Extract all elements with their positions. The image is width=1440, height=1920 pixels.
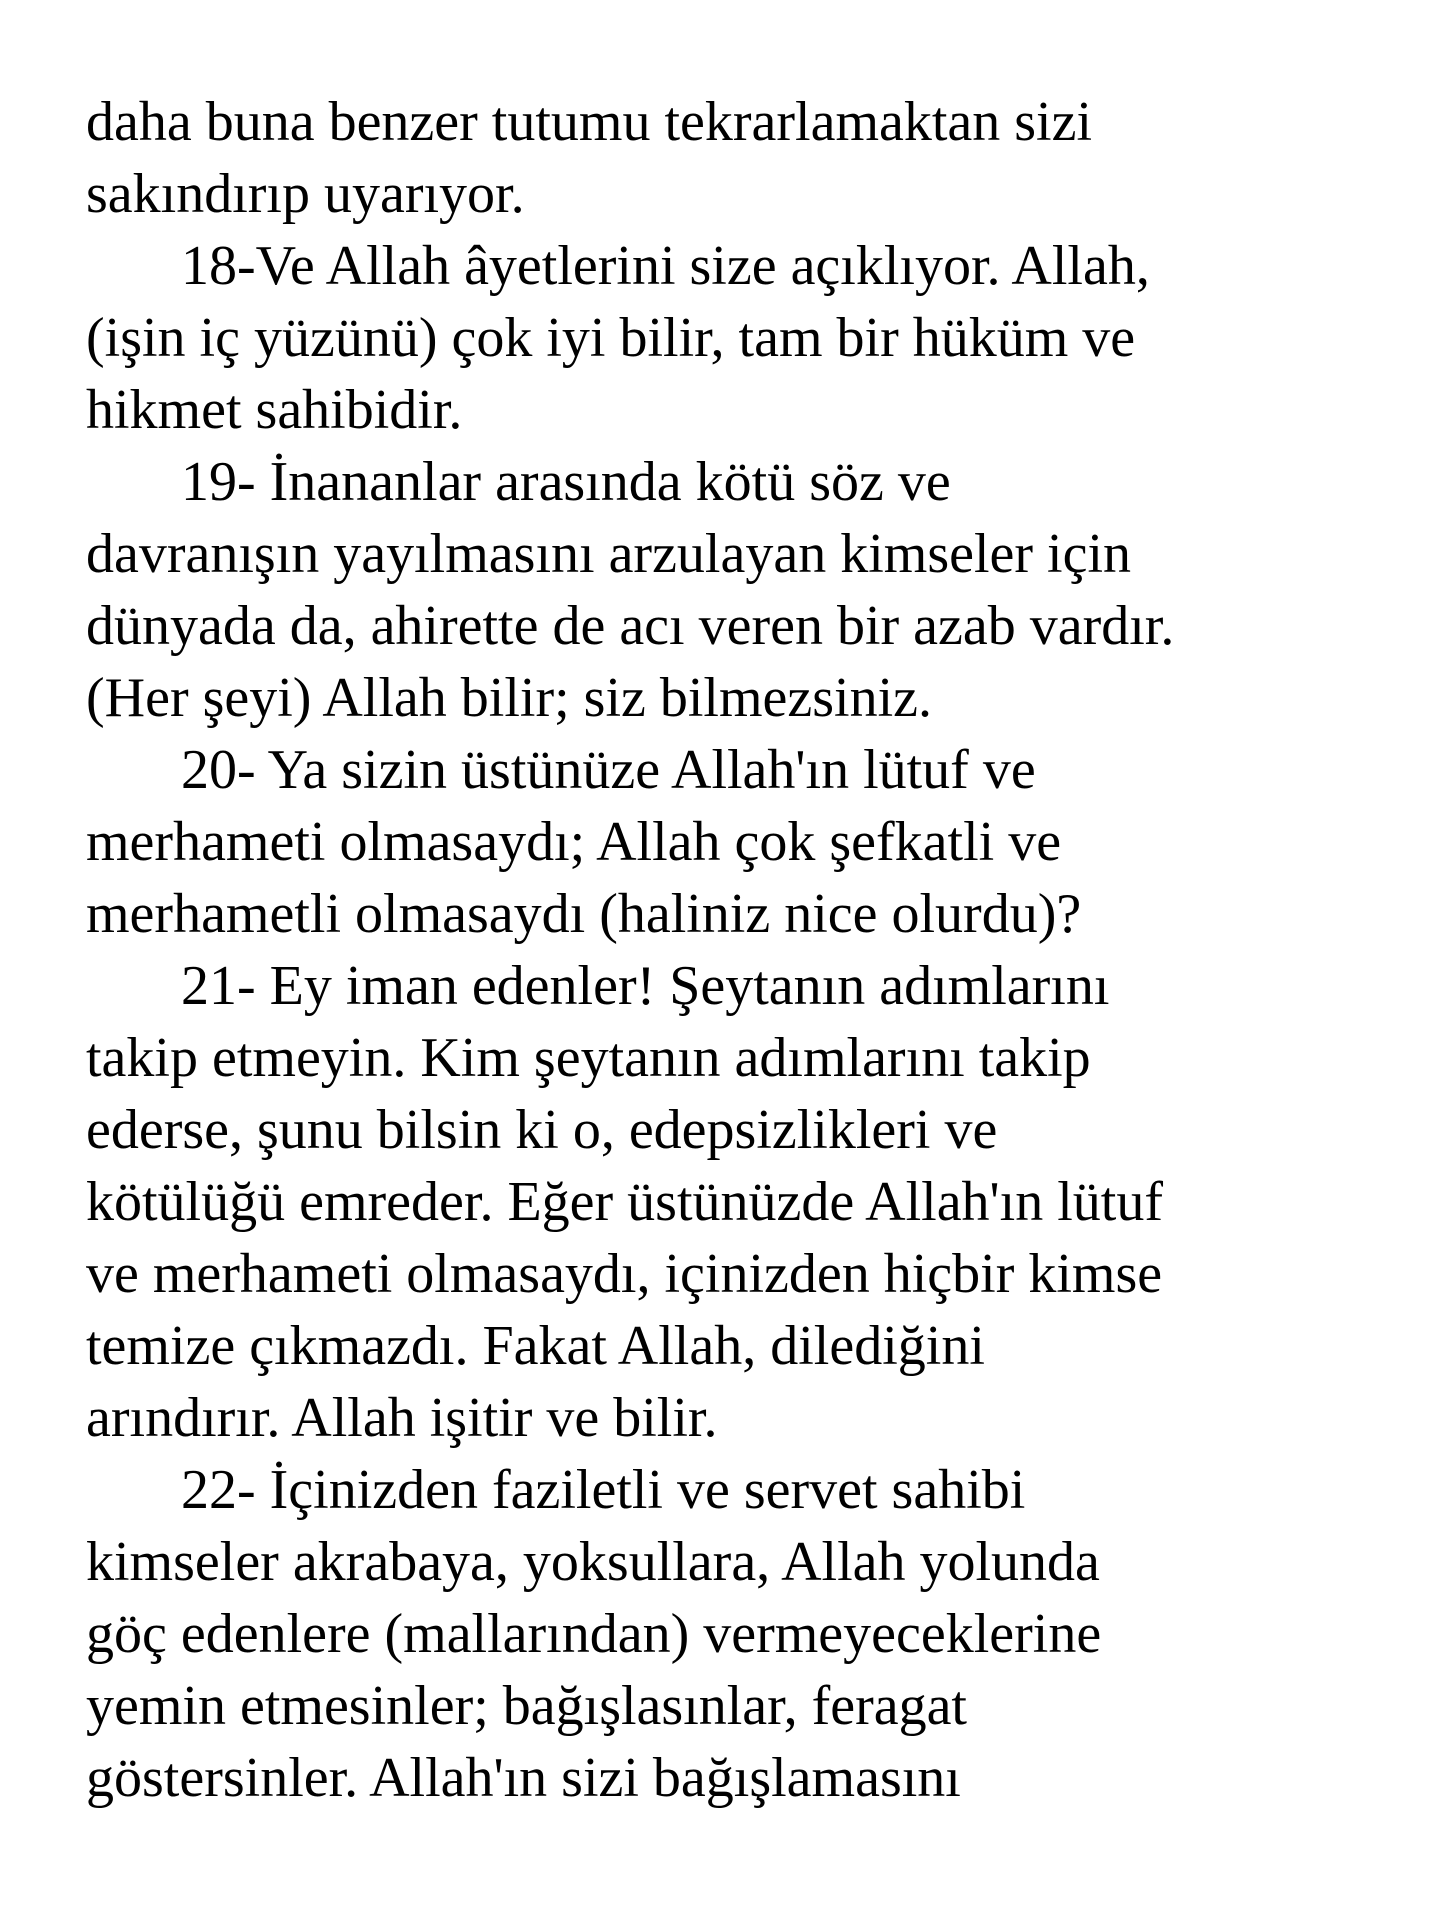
text-line: (işin iç yüzünü) çok iyi bilir, tam bir hüküm ve — [86, 307, 1136, 369]
paragraph-verse-21 — [86, 950, 1396, 1454]
text-line: 18-Ve Allah âyetlerini size açıklıyor. Allah, — [181, 235, 1150, 297]
text-line: 19- İnananlar arasında kötü söz ve — [181, 451, 951, 513]
text-line: ve merhameti olmasaydı, içinizden hiçbir kimse — [86, 1243, 1163, 1305]
paragraph-verse-20 — [86, 734, 1396, 950]
text-line: 21- Ey iman edenler! Şeytanın adımlarını — [181, 955, 1110, 1017]
text-line: kötülüğü emreder. Eğer üstünüzde Allah'ın lütuf — [86, 1171, 1163, 1233]
text-line: daha buna benzer tutumu tekrarlamaktan sizi — [86, 91, 1093, 153]
text-line: göstersinler. Allah'ın sizi bağışlamasını — [86, 1747, 961, 1809]
text-line: arındırır. Allah işitir ve bilir. — [86, 1387, 718, 1449]
text-line: kimseler akrabaya, yoksullara, Allah yolunda — [86, 1531, 1100, 1593]
text-line: merhametli olmasaydı (haliniz nice olurdu)? — [86, 883, 1082, 945]
text-line: ederse, şunu bilsin ki o, edepsizlikleri ve — [86, 1099, 998, 1161]
text-line: 20- Ya sizin üstünüze Allah'ın lütuf ve — [181, 739, 1036, 801]
text-line: merhameti olmasaydı; Allah çok şefkatli ve — [86, 811, 1062, 873]
paragraph-verse-18 — [86, 230, 1396, 446]
text-line: sakındırıp uyarıyor. — [86, 163, 525, 225]
text-line: temize çıkmazdı. Fakat Allah, dilediğini — [86, 1315, 985, 1377]
text-line: yemin etmesinler; bağışlasınlar, feragat — [86, 1675, 967, 1737]
text-line: dünyada da, ahirette de acı veren bir azab vardır. — [86, 595, 1175, 657]
paragraph-verse-19 — [86, 446, 1396, 734]
paragraph-verse-22 — [86, 1454, 1396, 1814]
text-line: göç edenlere (mallarından) vermeyeceklerine — [86, 1603, 1102, 1665]
text-line: (Her şeyi) Allah bilir; siz bilmezsiniz. — [86, 667, 933, 729]
text-line: hikmet sahibidir. — [86, 379, 463, 441]
document-page — [86, 86, 1396, 1814]
paragraph-continuation — [86, 86, 1396, 230]
text-line: 22- İçinizden faziletli ve servet sahibi — [181, 1459, 1026, 1521]
text-line: takip etmeyin. Kim şeytanın adımlarını takip — [86, 1027, 1091, 1089]
text-line: davranışın yayılmasını arzulayan kimseler için — [86, 523, 1131, 585]
